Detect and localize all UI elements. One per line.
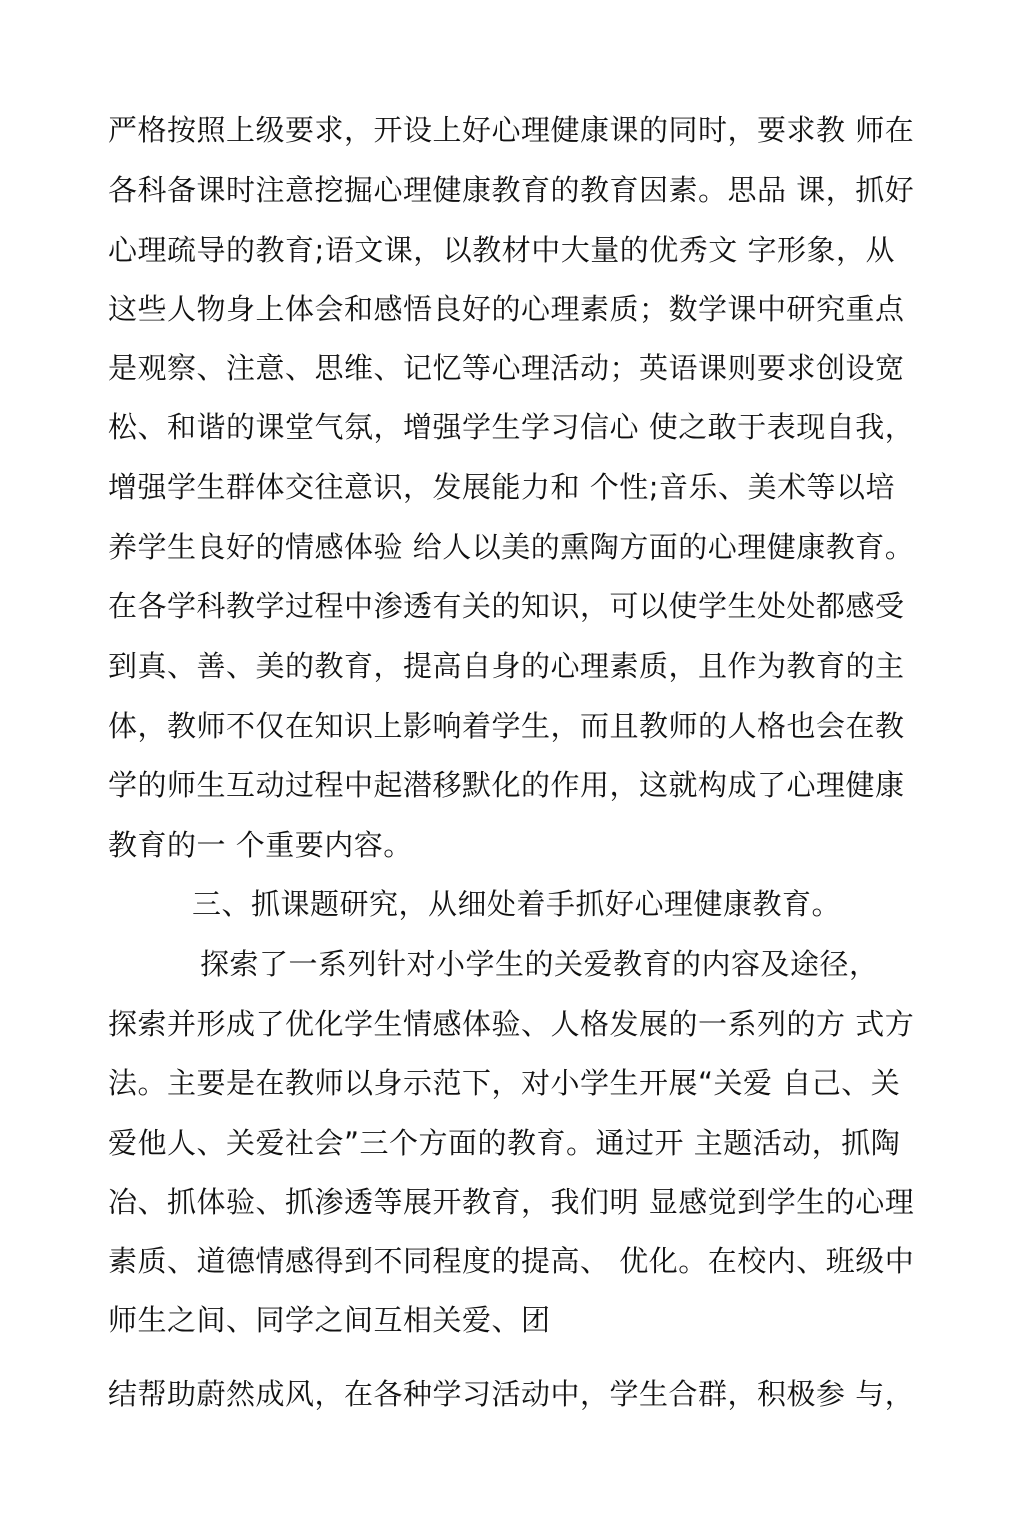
text-line: 心理疏导的教育;语文课，以教材中大量的优秀文 字形象，从	[108, 233, 895, 267]
section-heading: 三、抓课题研究，从细处着手抓好心理健康教育。	[192, 887, 842, 921]
text-line: 师生之间、同学之间互相关爱、团	[108, 1303, 551, 1337]
text-line: 体，教师不仅在知识上影响着学生，而且教师的人格也会在教	[108, 709, 905, 743]
text-line: 养学生良好的情感体验 给人以美的熏陶方面的心理健康教育。	[108, 530, 915, 564]
text-line: 到真、善、美的教育，提高自身的心理素质，且作为教育的主	[108, 649, 905, 683]
text-line: 是观察、注意、思维、记忆等心理活动；英语课则要求创设宽	[108, 351, 905, 385]
text-line: 法。主要是在教师以身示范下，对小学生开展“关爱 自己、关	[108, 1066, 901, 1100]
text-line: 在各学科教学过程中渗透有关的知识，可以使学生处处都感受	[108, 589, 905, 623]
text-line: 各科备课时注意挖掘心理健康教育的教育因素。思品 课，抓好	[108, 173, 915, 207]
text-line: 教育的一 个重要内容。	[108, 828, 413, 862]
text-line: 学的师生互动过程中起潜移默化的作用，这就构成了心理健康	[108, 768, 905, 802]
text-line: 探索并形成了优化学生情感体验、人格发展的一系列的方 式方	[108, 1007, 915, 1041]
text-line: 素质、道德情感得到不同程度的提高、 优化。在校内、班级中	[108, 1244, 915, 1278]
text-line: 冶、抓体验、抓渗透等展开教育，我们明 显感觉到学生的心理	[108, 1185, 915, 1219]
text-line: 严格按照上级要求，开设上好心理健康课的同时，要求教 师在	[108, 113, 915, 147]
text-line: 这些人物身上体会和感悟良好的心理素质；数学课中研究重点	[108, 292, 905, 326]
text-line: 结帮助蔚然成风，在各种学习活动中，学生合群，积极参 与，	[108, 1377, 915, 1411]
text-line: 爱他人、关爱社会”三个方面的教育。通过开 主题活动，抓陶	[108, 1126, 901, 1160]
text-line: 增强学生群体交往意识，发展能力和 个性;音乐、美术等以培	[108, 470, 895, 504]
text-line: 松、和谐的课堂气氛，增强学生学习信心 使之敢于表现自我，	[108, 410, 915, 444]
text-line: 探索了一系列针对小学生的关爱教育的内容及途径，	[200, 947, 879, 981]
